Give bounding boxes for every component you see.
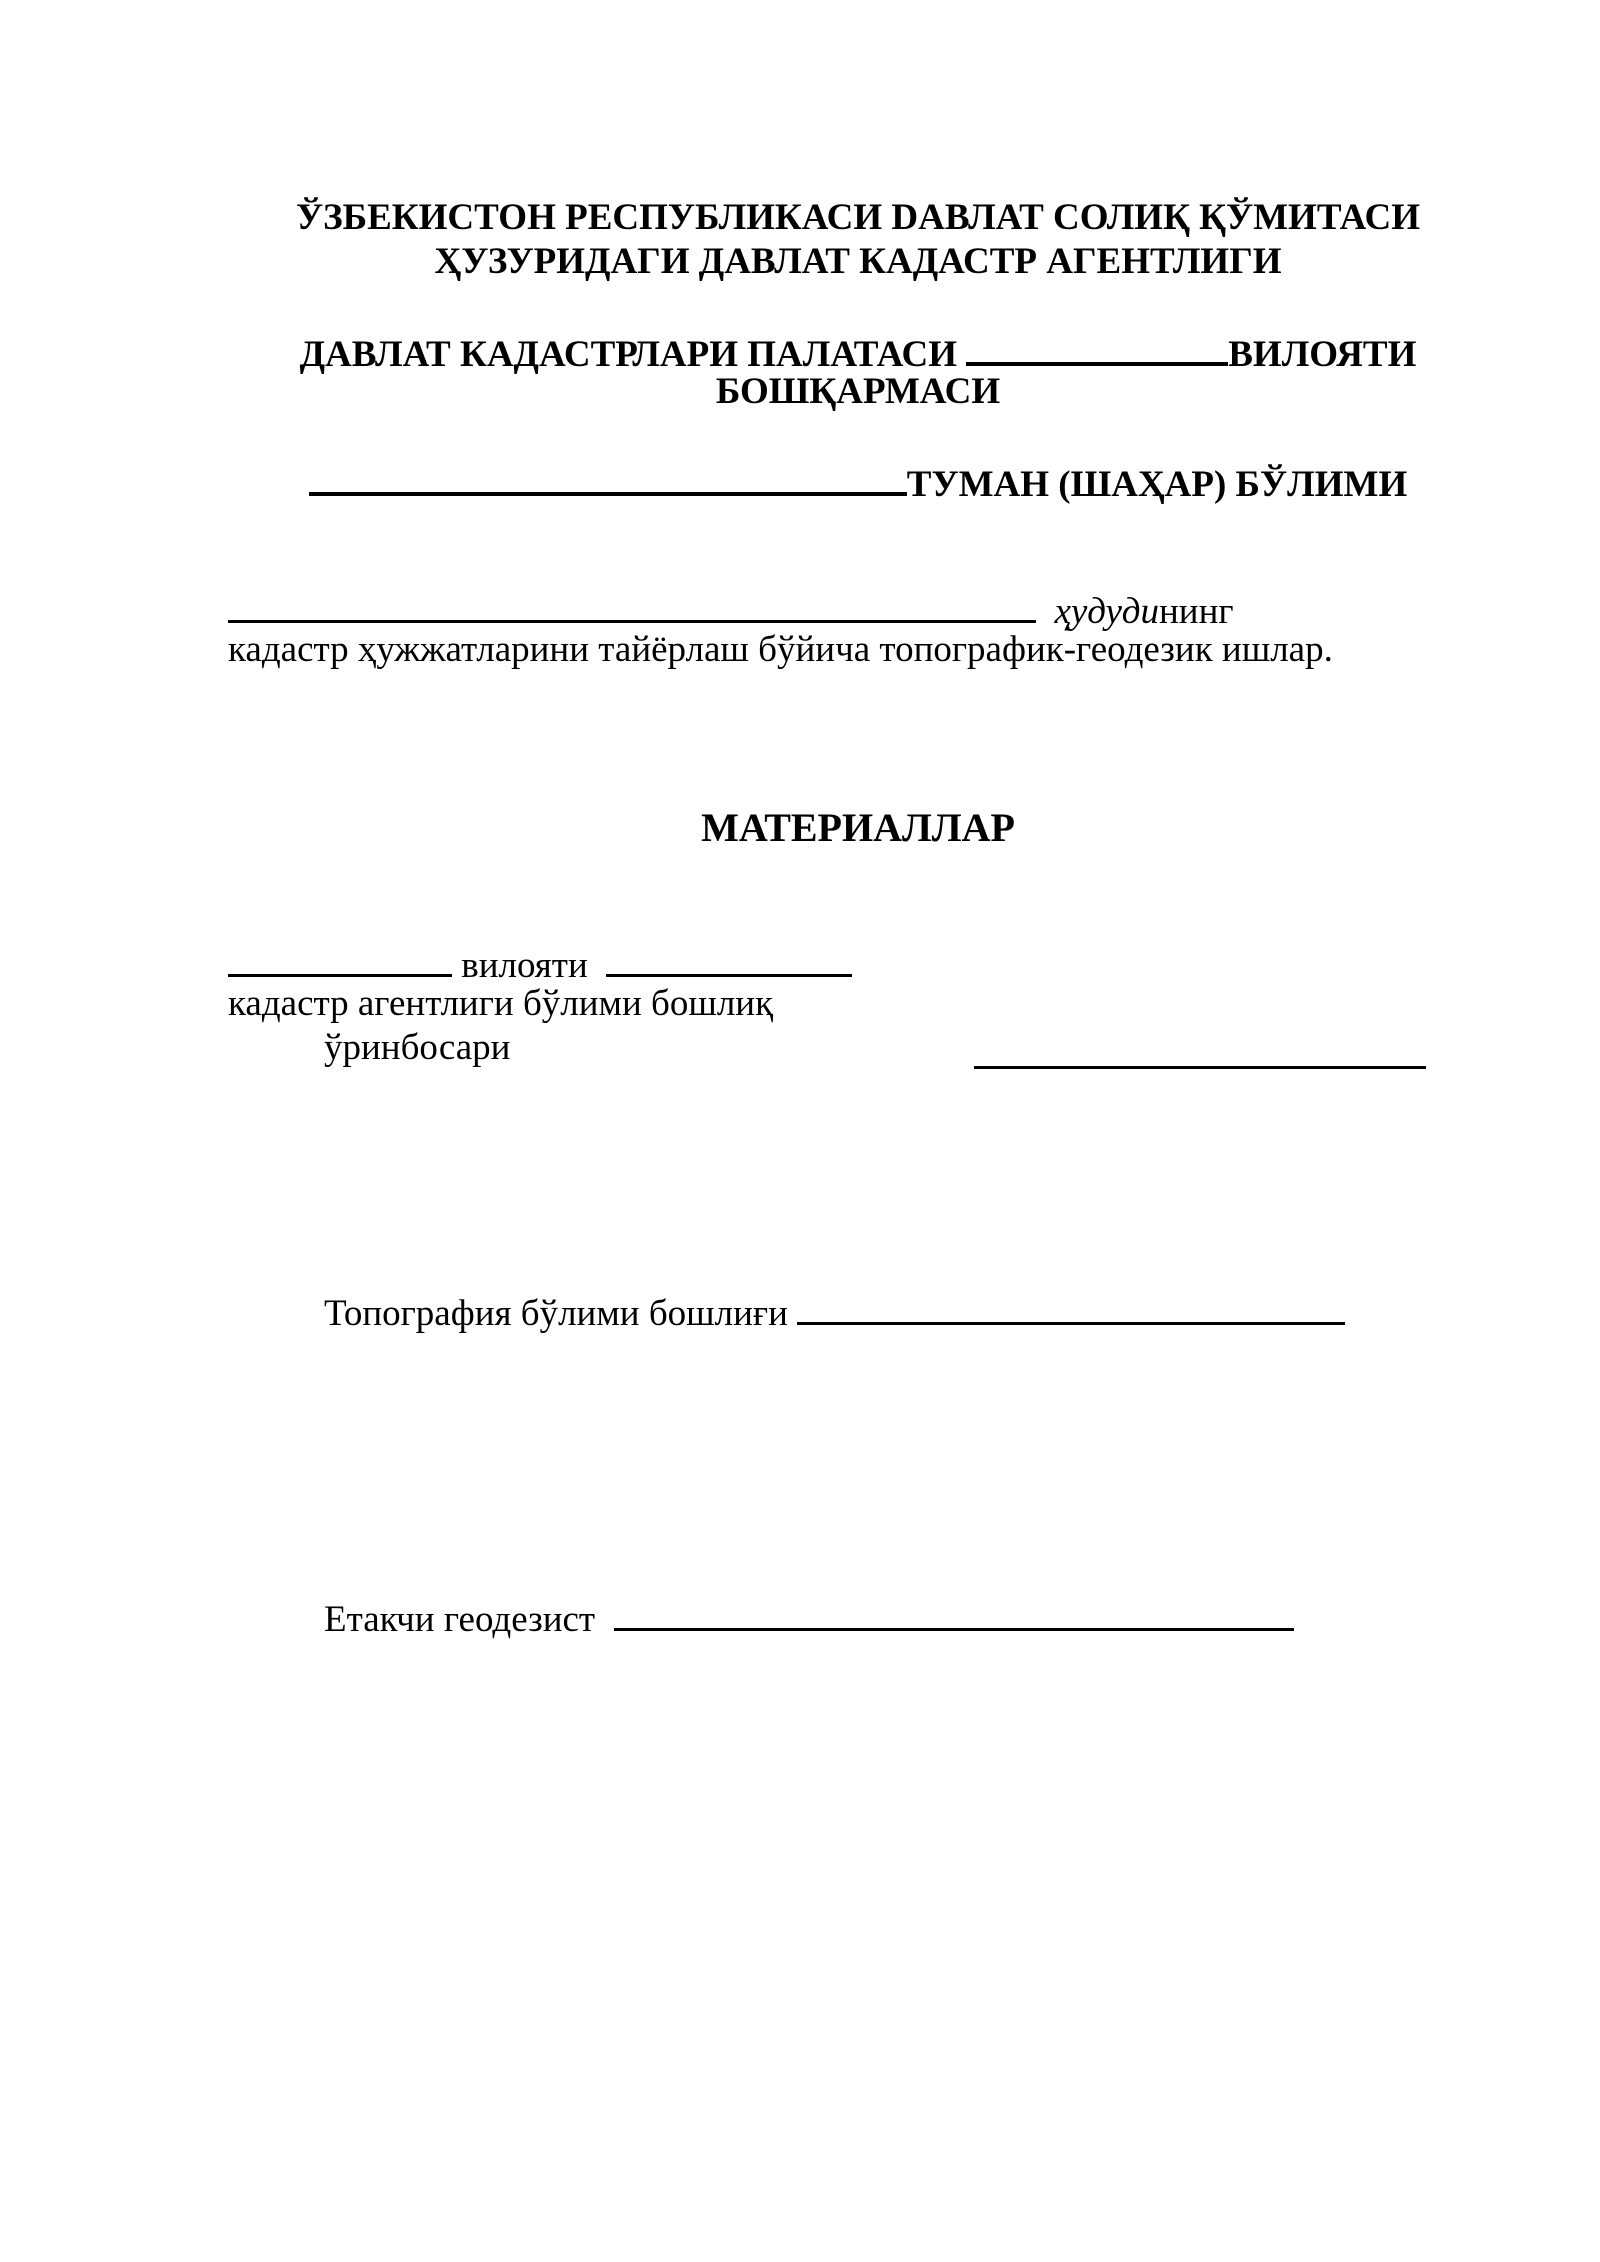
- header-line-2: ҲУЗУРИДАГИ ДАВЛАТ КАДАСТР АГЕНТЛИГИ: [434, 241, 1282, 282]
- district-suffix: ТУМАН (ШАҲАР) БЎЛИМИ: [906, 464, 1408, 505]
- chamber-line-2: БОШҚАРМАСИ: [715, 371, 1001, 412]
- region-extra-blank[interactable]: [606, 938, 852, 977]
- region-blank[interactable]: [966, 326, 1228, 366]
- geodesist-line: [324, 1592, 1294, 1642]
- topo-head-line: [324, 1286, 1345, 1336]
- region-label: вилояти: [461, 945, 588, 986]
- deputy-signature-blank[interactable]: [974, 1030, 1426, 1069]
- geodesist-label: Етакчи геодезист: [324, 1599, 596, 1640]
- deputy-line-2: ўринбосари: [324, 1027, 511, 1068]
- chamber-prefix: ДАВЛАТ КАДАСТРЛАРИ ПАЛАТАСИ: [299, 334, 957, 375]
- region-name-blank[interactable]: [228, 938, 452, 977]
- chamber-suffix: ВИЛОЯТИ: [1228, 334, 1417, 375]
- subject-line-2: кадастр ҳужжатларини тайёрлаш бўйича топографик-геодезик ишлар.: [228, 629, 1333, 670]
- territory-line: [228, 584, 1234, 634]
- document-title: МАТЕРИАЛЛАР: [701, 805, 1015, 850]
- territory-italic: ҳудуди: [1054, 591, 1159, 632]
- geodesist-signature-blank[interactable]: [614, 1592, 1294, 1631]
- district-blank[interactable]: [309, 456, 907, 496]
- deputy-line-1: кадастр агентлиги бўлими бошлиқ: [228, 983, 774, 1024]
- topo-head-label: Топография бўлими бошлиғи: [324, 1293, 788, 1334]
- header-line-1: ЎЗБЕКИСТОН РЕСПУБЛИКАСИ DАВЛАТ СОЛИҚ ҚЎМИТАСИ: [295, 197, 1421, 238]
- district-line: [268, 456, 1448, 507]
- territory-blank[interactable]: [228, 584, 1036, 623]
- territory-suffix: нинг: [1159, 591, 1234, 632]
- topo-head-signature-blank[interactable]: [797, 1286, 1345, 1325]
- region-signature-line: [228, 938, 852, 988]
